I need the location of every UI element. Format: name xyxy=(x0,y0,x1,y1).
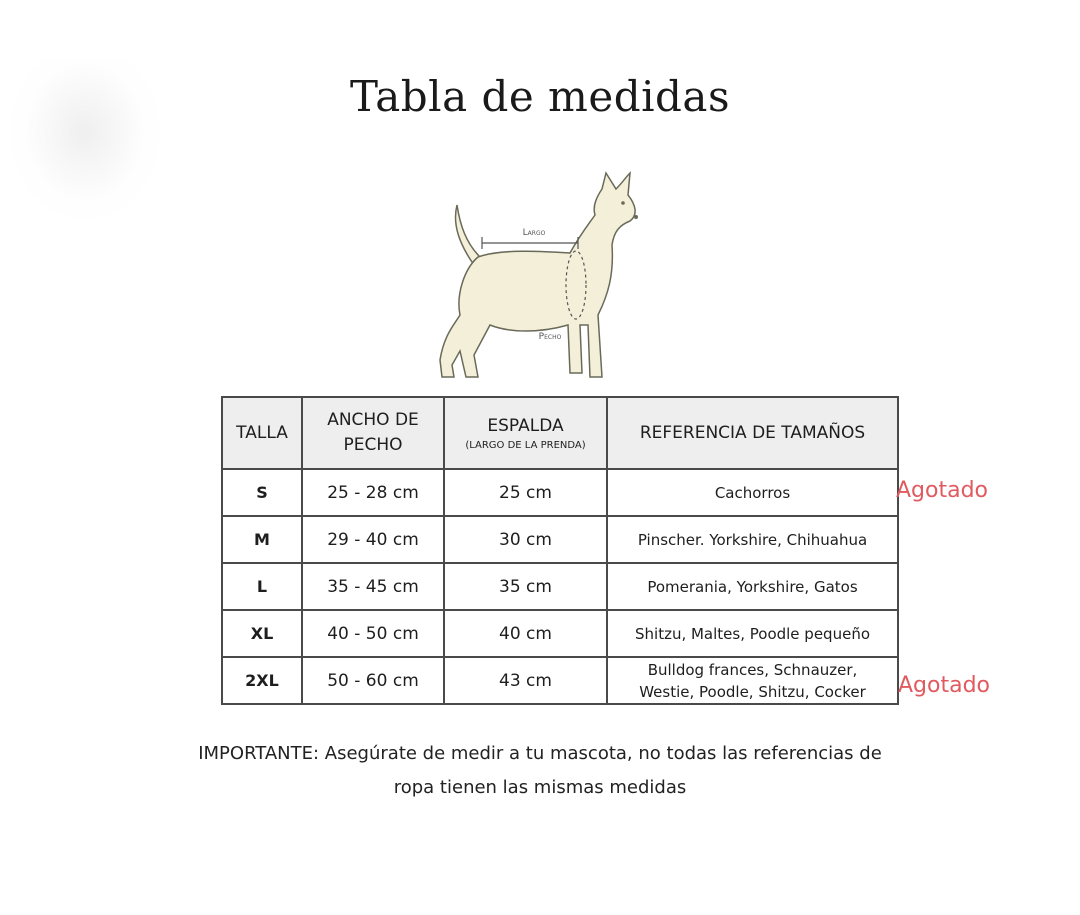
table-row xyxy=(222,563,898,610)
cell-pecho: 25 - 28 cm xyxy=(302,469,444,516)
cell-espalda: 30 cm xyxy=(444,516,607,563)
dog-measurement-diagram xyxy=(430,165,680,390)
length-label: Largo xyxy=(522,228,546,238)
status-agotado-s: Agotado xyxy=(896,478,989,503)
cell-referencia: Cachorros xyxy=(607,469,898,516)
header-ancho-line2: PECHO xyxy=(343,435,403,455)
cell-talla: S xyxy=(222,469,302,516)
cell-talla: L xyxy=(222,563,302,610)
cell-referencia: Pomerania, Yorkshire, Gatos xyxy=(607,563,898,610)
cell-espalda: 35 cm xyxy=(444,563,607,610)
cell-referencia-line2: Westie, Poodle, Shitzu, Cocker xyxy=(639,682,866,701)
header-ancho-pecho xyxy=(302,397,444,469)
table-row xyxy=(222,610,898,657)
header-referencia: REFERENCIA DE TAMAÑOS xyxy=(607,397,898,469)
cell-pecho: 35 - 45 cm xyxy=(302,563,444,610)
cell-talla: M xyxy=(222,516,302,563)
cell-espalda: 43 cm xyxy=(444,657,607,704)
note-line1: IMPORTANTE: Asegúrate de medir a tu mascota, no todas las referencias de xyxy=(198,743,882,764)
cell-referencia: Shitzu, Maltes, Poodle pequeño xyxy=(607,610,898,657)
table-row xyxy=(222,516,898,563)
important-note xyxy=(120,737,960,805)
header-talla: TALLA xyxy=(222,397,302,469)
cell-talla: 2XL xyxy=(222,657,302,704)
table-row xyxy=(222,657,898,704)
cell-pecho: 29 - 40 cm xyxy=(302,516,444,563)
status-agotado-2xl: Agotado xyxy=(898,673,991,698)
header-espalda-sub: (LARGO DE LA PRENDA) xyxy=(465,440,586,451)
cell-pecho: 50 - 60 cm xyxy=(302,657,444,704)
header-espalda xyxy=(444,397,607,469)
page-title: Tabla de medidas xyxy=(349,72,731,121)
header-ancho-line1: ANCHO DE xyxy=(327,410,419,430)
cell-referencia xyxy=(607,657,898,704)
dog-body xyxy=(440,173,635,377)
chest-label: Pecho xyxy=(538,332,562,342)
dog-tail xyxy=(456,205,480,265)
cell-espalda: 25 cm xyxy=(444,469,607,516)
cell-referencia: Pinscher. Yorkshire, Chihuahua xyxy=(607,516,898,563)
table-header-row xyxy=(222,397,898,469)
cell-talla: XL xyxy=(222,610,302,657)
table-row xyxy=(222,469,898,516)
cell-pecho: 40 - 50 cm xyxy=(302,610,444,657)
cell-espalda: 40 cm xyxy=(444,610,607,657)
note-line2: ropa tienen las mismas medidas xyxy=(393,777,687,798)
header-espalda-main: ESPALDA xyxy=(487,416,564,436)
size-table xyxy=(221,396,899,705)
cell-referencia-line1: Bulldog frances, Schnauzer, xyxy=(647,660,858,679)
